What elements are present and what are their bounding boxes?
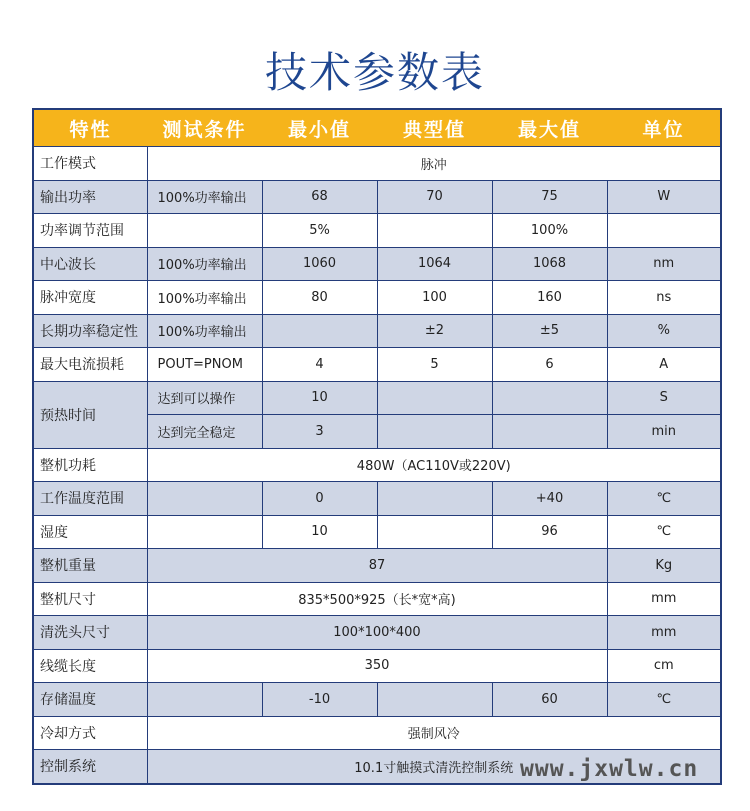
table-row	[33, 482, 721, 516]
row-value: 350	[147, 649, 607, 683]
row-unit: min	[607, 415, 721, 449]
row-label: 功率调节范围	[33, 214, 147, 248]
row-label: 湿度	[33, 515, 147, 549]
row-max: ±5	[492, 314, 607, 348]
header-condition: 测试条件	[147, 109, 262, 147]
table-row	[33, 716, 721, 750]
row-value: 100*100*400	[147, 616, 607, 650]
row-typ	[377, 482, 492, 516]
row-label: 控制系统	[33, 750, 147, 784]
row-value: 强制风冷	[147, 716, 721, 750]
row-value: 480W（AC110V或220V)	[147, 448, 721, 482]
row-unit: ℃	[607, 482, 721, 516]
row-condition	[147, 515, 262, 549]
header-feature: 特性	[33, 109, 147, 147]
row-typ	[377, 515, 492, 549]
header-max: 最大值	[492, 109, 607, 147]
table-row	[33, 683, 721, 717]
row-label: 存储温度	[33, 683, 147, 717]
table-row	[33, 281, 721, 315]
row-max: 6	[492, 348, 607, 382]
row-unit: ℃	[607, 515, 721, 549]
row-typ: 70	[377, 180, 492, 214]
row-unit: ns	[607, 281, 721, 315]
row-typ: 5	[377, 348, 492, 382]
row-max: 1068	[492, 247, 607, 281]
row-max: +40	[492, 482, 607, 516]
table-header-row	[33, 109, 721, 147]
row-max: 75	[492, 180, 607, 214]
row-min: -10	[262, 683, 377, 717]
row-max: 160	[492, 281, 607, 315]
table-row	[33, 582, 721, 616]
row-min: 0	[262, 482, 377, 516]
row-label: 脉冲宽度	[33, 281, 147, 315]
row-condition: POUT=PNOM	[147, 348, 262, 382]
row-typ	[377, 381, 492, 415]
row-value: 87	[147, 549, 607, 583]
row-unit: cm	[607, 649, 721, 683]
row-max	[492, 415, 607, 449]
row-label: 整机重量	[33, 549, 147, 583]
row-min: 1060	[262, 247, 377, 281]
row-label: 输出功率	[33, 180, 147, 214]
row-label: 最大电流损耗	[33, 348, 147, 382]
row-typ: 1064	[377, 247, 492, 281]
table-row	[33, 247, 721, 281]
row-label: 预热时间	[33, 381, 147, 448]
row-unit	[607, 214, 721, 248]
row-condition	[147, 683, 262, 717]
table-row	[33, 616, 721, 650]
row-min: 4	[262, 348, 377, 382]
row-label: 冷却方式	[33, 716, 147, 750]
row-condition: 100%功率输出	[147, 314, 262, 348]
row-unit: mm	[607, 582, 721, 616]
row-label: 线缆长度	[33, 649, 147, 683]
row-unit: S	[607, 381, 721, 415]
row-min: 10	[262, 381, 377, 415]
row-unit: Kg	[607, 549, 721, 583]
table-row	[33, 180, 721, 214]
row-unit: W	[607, 180, 721, 214]
row-condition	[147, 214, 262, 248]
page-title: 技术参数表	[264, 48, 485, 97]
row-typ	[377, 214, 492, 248]
table-row	[33, 549, 721, 583]
row-label: 整机尺寸	[33, 582, 147, 616]
row-value: 脉冲	[147, 147, 721, 181]
table-row	[33, 381, 721, 415]
row-min: 68	[262, 180, 377, 214]
row-typ: ±2	[377, 314, 492, 348]
row-label: 工作模式	[33, 147, 147, 181]
table-row	[33, 448, 721, 482]
header-typ: 典型值	[377, 109, 492, 147]
row-unit: %	[607, 314, 721, 348]
row-max: 96	[492, 515, 607, 549]
row-unit: nm	[607, 247, 721, 281]
spec-table	[32, 108, 722, 785]
row-label: 清洗头尺寸	[33, 616, 147, 650]
row-label: 工作温度范围	[33, 482, 147, 516]
row-condition: 达到可以操作	[147, 381, 262, 415]
table-row	[33, 515, 721, 549]
table-row	[33, 649, 721, 683]
row-label: 长期功率稳定性	[33, 314, 147, 348]
row-condition: 100%功率输出	[147, 247, 262, 281]
row-min: 10	[262, 515, 377, 549]
row-condition: 100%功率输出	[147, 180, 262, 214]
row-unit: ℃	[607, 683, 721, 717]
row-unit: A	[607, 348, 721, 382]
table-row	[33, 348, 721, 382]
row-label: 中心波长	[33, 247, 147, 281]
header-unit: 单位	[607, 109, 721, 147]
table-row	[33, 147, 721, 181]
row-max	[492, 381, 607, 415]
row-label: 整机功耗	[33, 448, 147, 482]
row-max: 100%	[492, 214, 607, 248]
row-unit: mm	[607, 616, 721, 650]
row-min	[262, 314, 377, 348]
row-typ: 100	[377, 281, 492, 315]
row-min: 3	[262, 415, 377, 449]
row-min: 5%	[262, 214, 377, 248]
row-typ	[377, 683, 492, 717]
row-condition: 100%功率输出	[147, 281, 262, 315]
table-row	[33, 214, 721, 248]
table-row	[33, 314, 721, 348]
row-value: 10.1寸触摸式清洗控制系统	[147, 750, 721, 784]
row-value: 835*500*925（长*宽*高)	[147, 582, 607, 616]
header-min: 最小值	[262, 109, 377, 147]
row-max: 60	[492, 683, 607, 717]
row-condition: 达到完全稳定	[147, 415, 262, 449]
row-min: 80	[262, 281, 377, 315]
row-typ	[377, 415, 492, 449]
watermark-text: www.jxwlw.cn	[520, 756, 699, 782]
row-condition	[147, 482, 262, 516]
